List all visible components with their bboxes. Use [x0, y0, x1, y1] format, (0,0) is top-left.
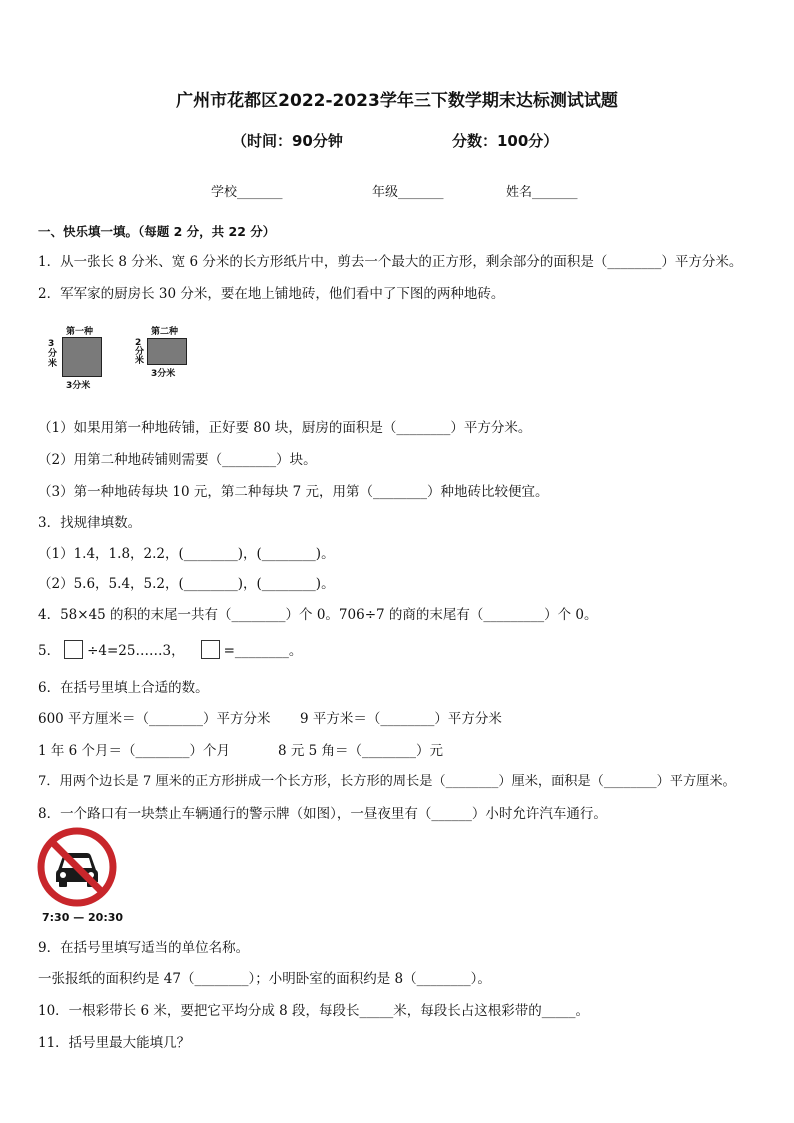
question-3: 3．找规律填数。 — [38, 515, 142, 531]
tile-second-side: 2分米 — [135, 338, 145, 366]
name-field: 姓名_______ — [506, 185, 578, 200]
no-vehicle-sign-icon — [36, 826, 118, 908]
section-heading: 一、快乐填一填。（每题 2 分，共 22 分） — [38, 224, 276, 239]
answer-box — [64, 640, 83, 659]
question-1: 1．从一张长 8 分米、宽 6 分米的长方形纸片中，剪去一个最大的正方形，剩余部分的面积是（________）平方分米。 — [38, 254, 743, 270]
question-7: 7．用两个边长是 7 厘米的正方形拼成一个长方形，长方形的周长是（________）厘米，面积是（________）平方厘米。 — [38, 774, 736, 789]
tile-first-bottom: 3分米 — [66, 381, 91, 391]
question-9-1: 一张报纸的面积约是 47（________）；小明卧室的面积约是 8（________）。 — [38, 971, 491, 987]
tile-second-bottom: 3分米 — [151, 369, 176, 379]
tile-first-side: 3分米 — [48, 339, 58, 369]
question-5-mid: ÷4=25……3， — [87, 643, 185, 659]
question-6: 6．在括号里填上合适的数。 — [38, 680, 209, 696]
page-title: 广州市花都区2022-2023学年三下数学期末达标测试试题 — [176, 91, 618, 111]
question-3-2: （2）5.6，5.4，5.2，(________)，(________)。 — [38, 576, 335, 592]
school-field: 学校_______ — [211, 185, 283, 200]
question-2: 2．军军家的厨房长 30 分米，要在地上铺地砖，他们看中了下图的两种地砖。 — [38, 286, 505, 302]
tile-first-square — [62, 337, 102, 377]
question-2-2: （2）用第二种地砖铺则需要（________）块。 — [38, 452, 317, 468]
question-6-1: 600 平方厘米＝（________）平方分米 — [38, 711, 271, 727]
tile-first-label: 第一种 — [66, 327, 94, 337]
question-5 — [38, 639, 302, 659]
tile-second-label: 第二种 — [151, 327, 179, 337]
sign-time: 7:30 — 20:30 — [42, 911, 124, 924]
question-3-1: （1）1.4，1.8，2.2，(________)，(________)。 — [38, 546, 335, 562]
question-10: 10．一根彩带长 6 米，要把它平均分成 8 段，每段长_____米，每段长占这根彩带的_____。 — [38, 1003, 590, 1019]
question-9: 9．在括号里填写适当的单位名称。 — [38, 940, 250, 956]
question-4: 4．58×45 的积的末尾一共有（________）个 0。706÷7 的商的末尾有（_________）个 0。 — [38, 607, 598, 623]
question-5-end: =________。 — [223, 643, 303, 659]
question-2-3: （3）第一种地砖每块 10 元，第二种每块 7 元，用第（________）种地砖比较便宜。 — [38, 484, 549, 500]
question-6-2: 9 平方米＝（________）平方分米 — [300, 711, 502, 727]
question-5-number: 5． — [38, 643, 61, 659]
exam-time: （时间：90分钟 — [232, 132, 343, 150]
question-2-1: （1）如果用第一种地砖铺，正好要 80 块，厨房的面积是（________）平方分米。 — [38, 420, 532, 436]
question-6-4: 8 元 5 角＝（________）元 — [278, 743, 444, 759]
grade-field: 年级_______ — [372, 185, 444, 200]
exam-score: 分数：100分） — [452, 132, 559, 150]
question-6-3: 1 年 6 个月＝（________）个月 — [38, 743, 231, 759]
tile-second-rect — [147, 338, 187, 365]
answer-box — [201, 640, 220, 659]
question-11: 11．括号里最大能填几？ — [38, 1035, 191, 1051]
question-8: 8．一个路口有一块禁止车辆通行的警示牌（如图），一昼夜里有（______）小时允许汽车通行。 — [38, 806, 607, 822]
